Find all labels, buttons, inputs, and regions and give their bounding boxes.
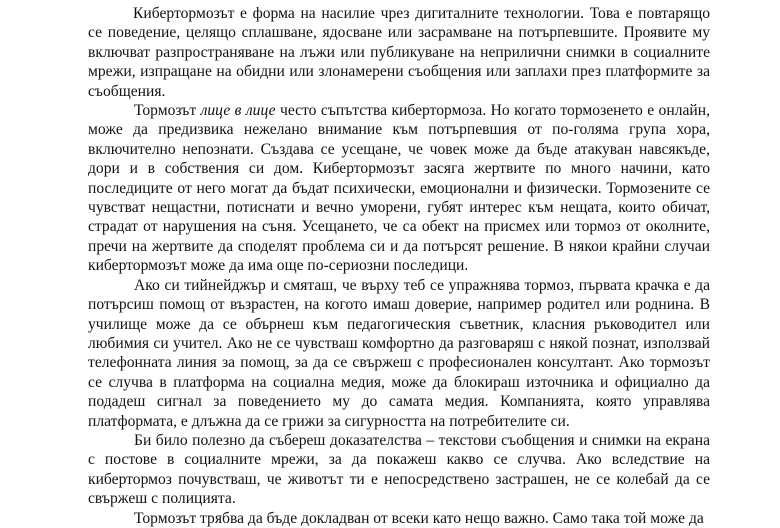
document-body — [88, 4, 710, 528]
paragraph-gathering-evidence: Би било полезно да събереш доказателства – текстови съобщения и снимки на екрана с постове в социалните мрежи, за да покажеш какво се случва. Ако вследствие на кибертормоз почувстваш, че животът ти е непосредствено застрашен, не се колебай да се свържеш с полицията. — [88, 431, 710, 508]
paragraph-reporting-cut: Тормозът трябва да бъде докладван от всеки като нещо важно. Само така той може да — [134, 509, 704, 527]
paragraph-effects-rest: често съпътства кибертормоза. Но когато тормозенето е онлайн, може да предизвика нежелано внимание към потърпевшия от по-голяма група хора, включително непознати. Създава се усещане, че човек може да бъде атакуван навсякъде, дори и в собствения си дом. Кибертормозът засяга жертвите по много начини, като последиците от него могат да бъдат психически, емоционални и физически. Тормозените се чувстват нещастни, потиснати и вечно уморени, губят интерес към нещата, които обичат, страдат от нарушения на съня. Усещането, че са обект на присмех или тормоз от околните, пречи на жертвите да споделят проблема си и да потърсят решение. В някои крайни случаи кибертормозът може да има още по-сериозни последици. — [88, 102, 710, 275]
paragraph-effects-start: Тормозът — [134, 102, 201, 120]
paragraph-seeking-help: Ако си тийнейджър и смяташ, че върху теб се упражнява тормоз, първата крачка е да потърсиш помощ от възрастен, на когото имаш доверие, например родител или роднина. В училище може да се обърнеш към педагогическия съветник, класния ръководител или любимия си учител. Ако не се чувстваш комфортно да разговаряш с някой познат, използвай телефонната линия за помощ, за да се свържеш с професионален консултант. Ако тормозът се случва в платформа на социална медия, може да блокираш източника и официално да подадеш сигнал за поведението му до самата медия. Компанията, която управлява платформата, е длъжна да се грижи за сигурността на потребителите си. — [88, 276, 710, 430]
paragraph-cyberbullying-effects — [88, 101, 710, 276]
paragraph-effects-italic: лице в лице — [200, 102, 276, 120]
paragraph-cyberbullying-definition: Кибертормозът е форма на насилие чрез дигиталните технологии. Това е повтарящо се поведение, целящо сплашване, ядосване или засрамване на потърпевшите. Проявите му включват разпространяване на лъжи или публикуване на неприлични снимки в социалните мрежи, изпращане на обидни или злонамерени съобщения или заплахи през платформите за съобщения. — [88, 5, 710, 100]
